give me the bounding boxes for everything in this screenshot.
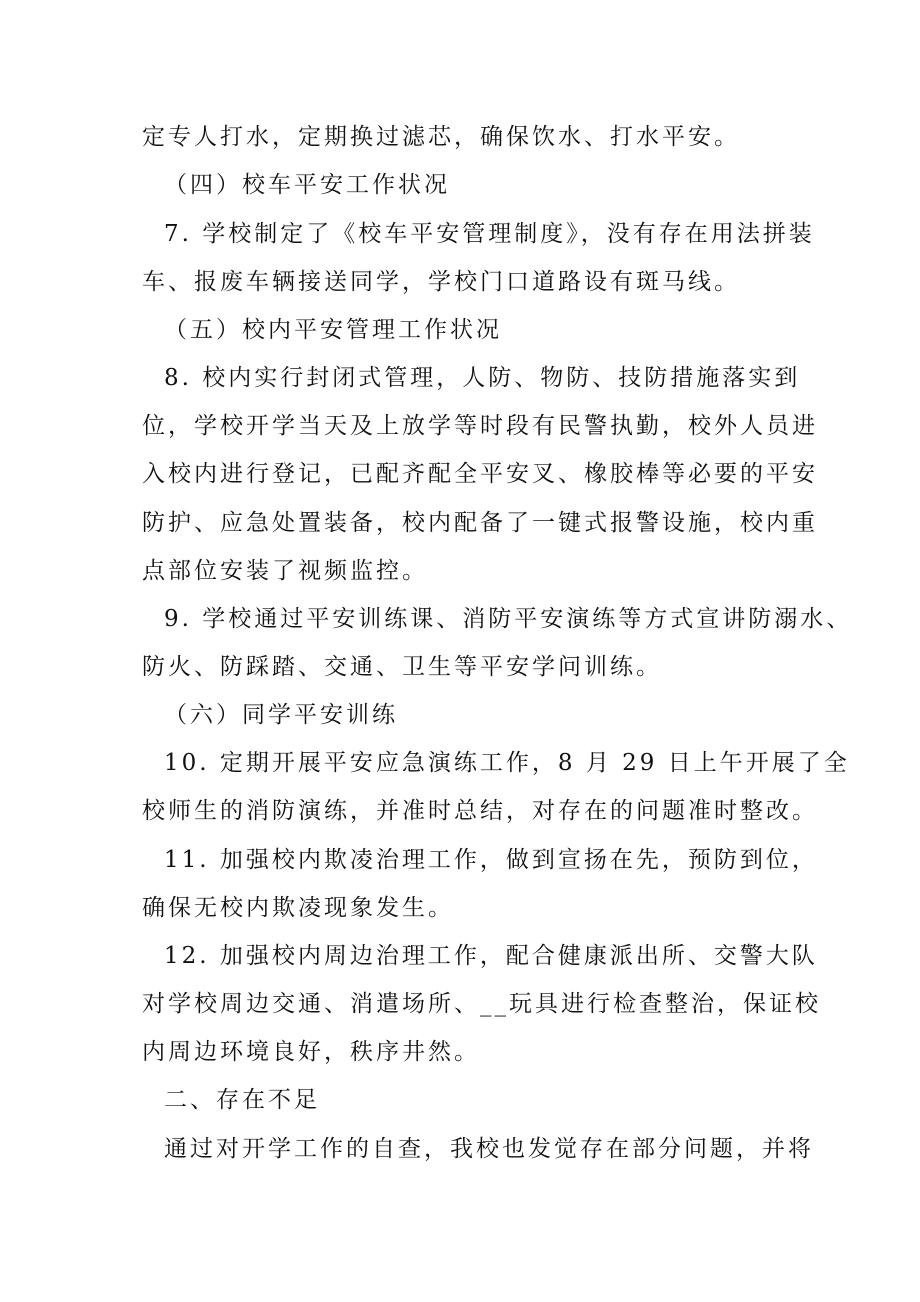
section-heading: （四）校车平安工作状况 (164, 172, 450, 198)
paragraph-line: 车、报废车辆接送同学，学校门口道路设有斑马线。 (142, 269, 740, 295)
paragraph-line: 对学校周边交通、消遣场所、__玩具进行检查整治，保证校 (142, 991, 821, 1017)
paragraph-line: 定专人打水，定期换过滤芯，确保饮水、打水平安。 (142, 124, 740, 150)
paragraph-line: 内周边环境良好，秩序井然。 (142, 1039, 480, 1065)
paragraph-line: 位，学校开学当天及上放学等时段有民警执勤，校外人员进 (142, 413, 818, 439)
paragraph-line: 11. 加强校内欺凌治理工作，做到宣扬在先，预防到位， (164, 847, 818, 873)
paragraph-line: 7. 学校制定了《校车平安管理制度》，没有存在用法拼装 (164, 221, 815, 247)
section-heading: 二、存在不足 (164, 1087, 320, 1113)
paragraph-line: 防护、应急处置装备，校内配备了一键式报警设施，校内重 (142, 510, 818, 536)
paragraph-line: 12. 加强校内周边治理工作，配合健康派出所、交警大队 (164, 943, 818, 969)
paragraph-line: 入校内进行登记，已配齐配全平安叉、橡胶棒等必要的平安 (142, 461, 818, 487)
paragraph-line: 8. 校内实行封闭式管理，人防、物防、技防措施落实到 (164, 365, 801, 391)
paragraph-line: 10. 定期开展平安应急演练工作，8 月 29 日上午开展了全 (164, 750, 850, 776)
section-heading: （六）同学平安训练 (164, 702, 398, 728)
paragraph-line: 校师生的消防演练，并准时总结，对存在的问题准时整改。 (142, 798, 818, 824)
paragraph-line: 9. 学校通过平安训练课、消防平安演练等方式宣讲防溺水、 (164, 606, 853, 632)
section-heading: （五）校内平安管理工作状况 (164, 317, 502, 343)
paragraph-line: 防火、防踩踏、交通、卫生等平安学问训练。 (142, 654, 662, 680)
paragraph-line: 点部位安装了视频监控。 (142, 558, 428, 584)
paragraph-line: 通过对开学工作的自查，我校也发觉存在部分问题，并将 (164, 1136, 814, 1162)
paragraph-line: 确保无校内欺凌现象发生。 (142, 895, 454, 921)
